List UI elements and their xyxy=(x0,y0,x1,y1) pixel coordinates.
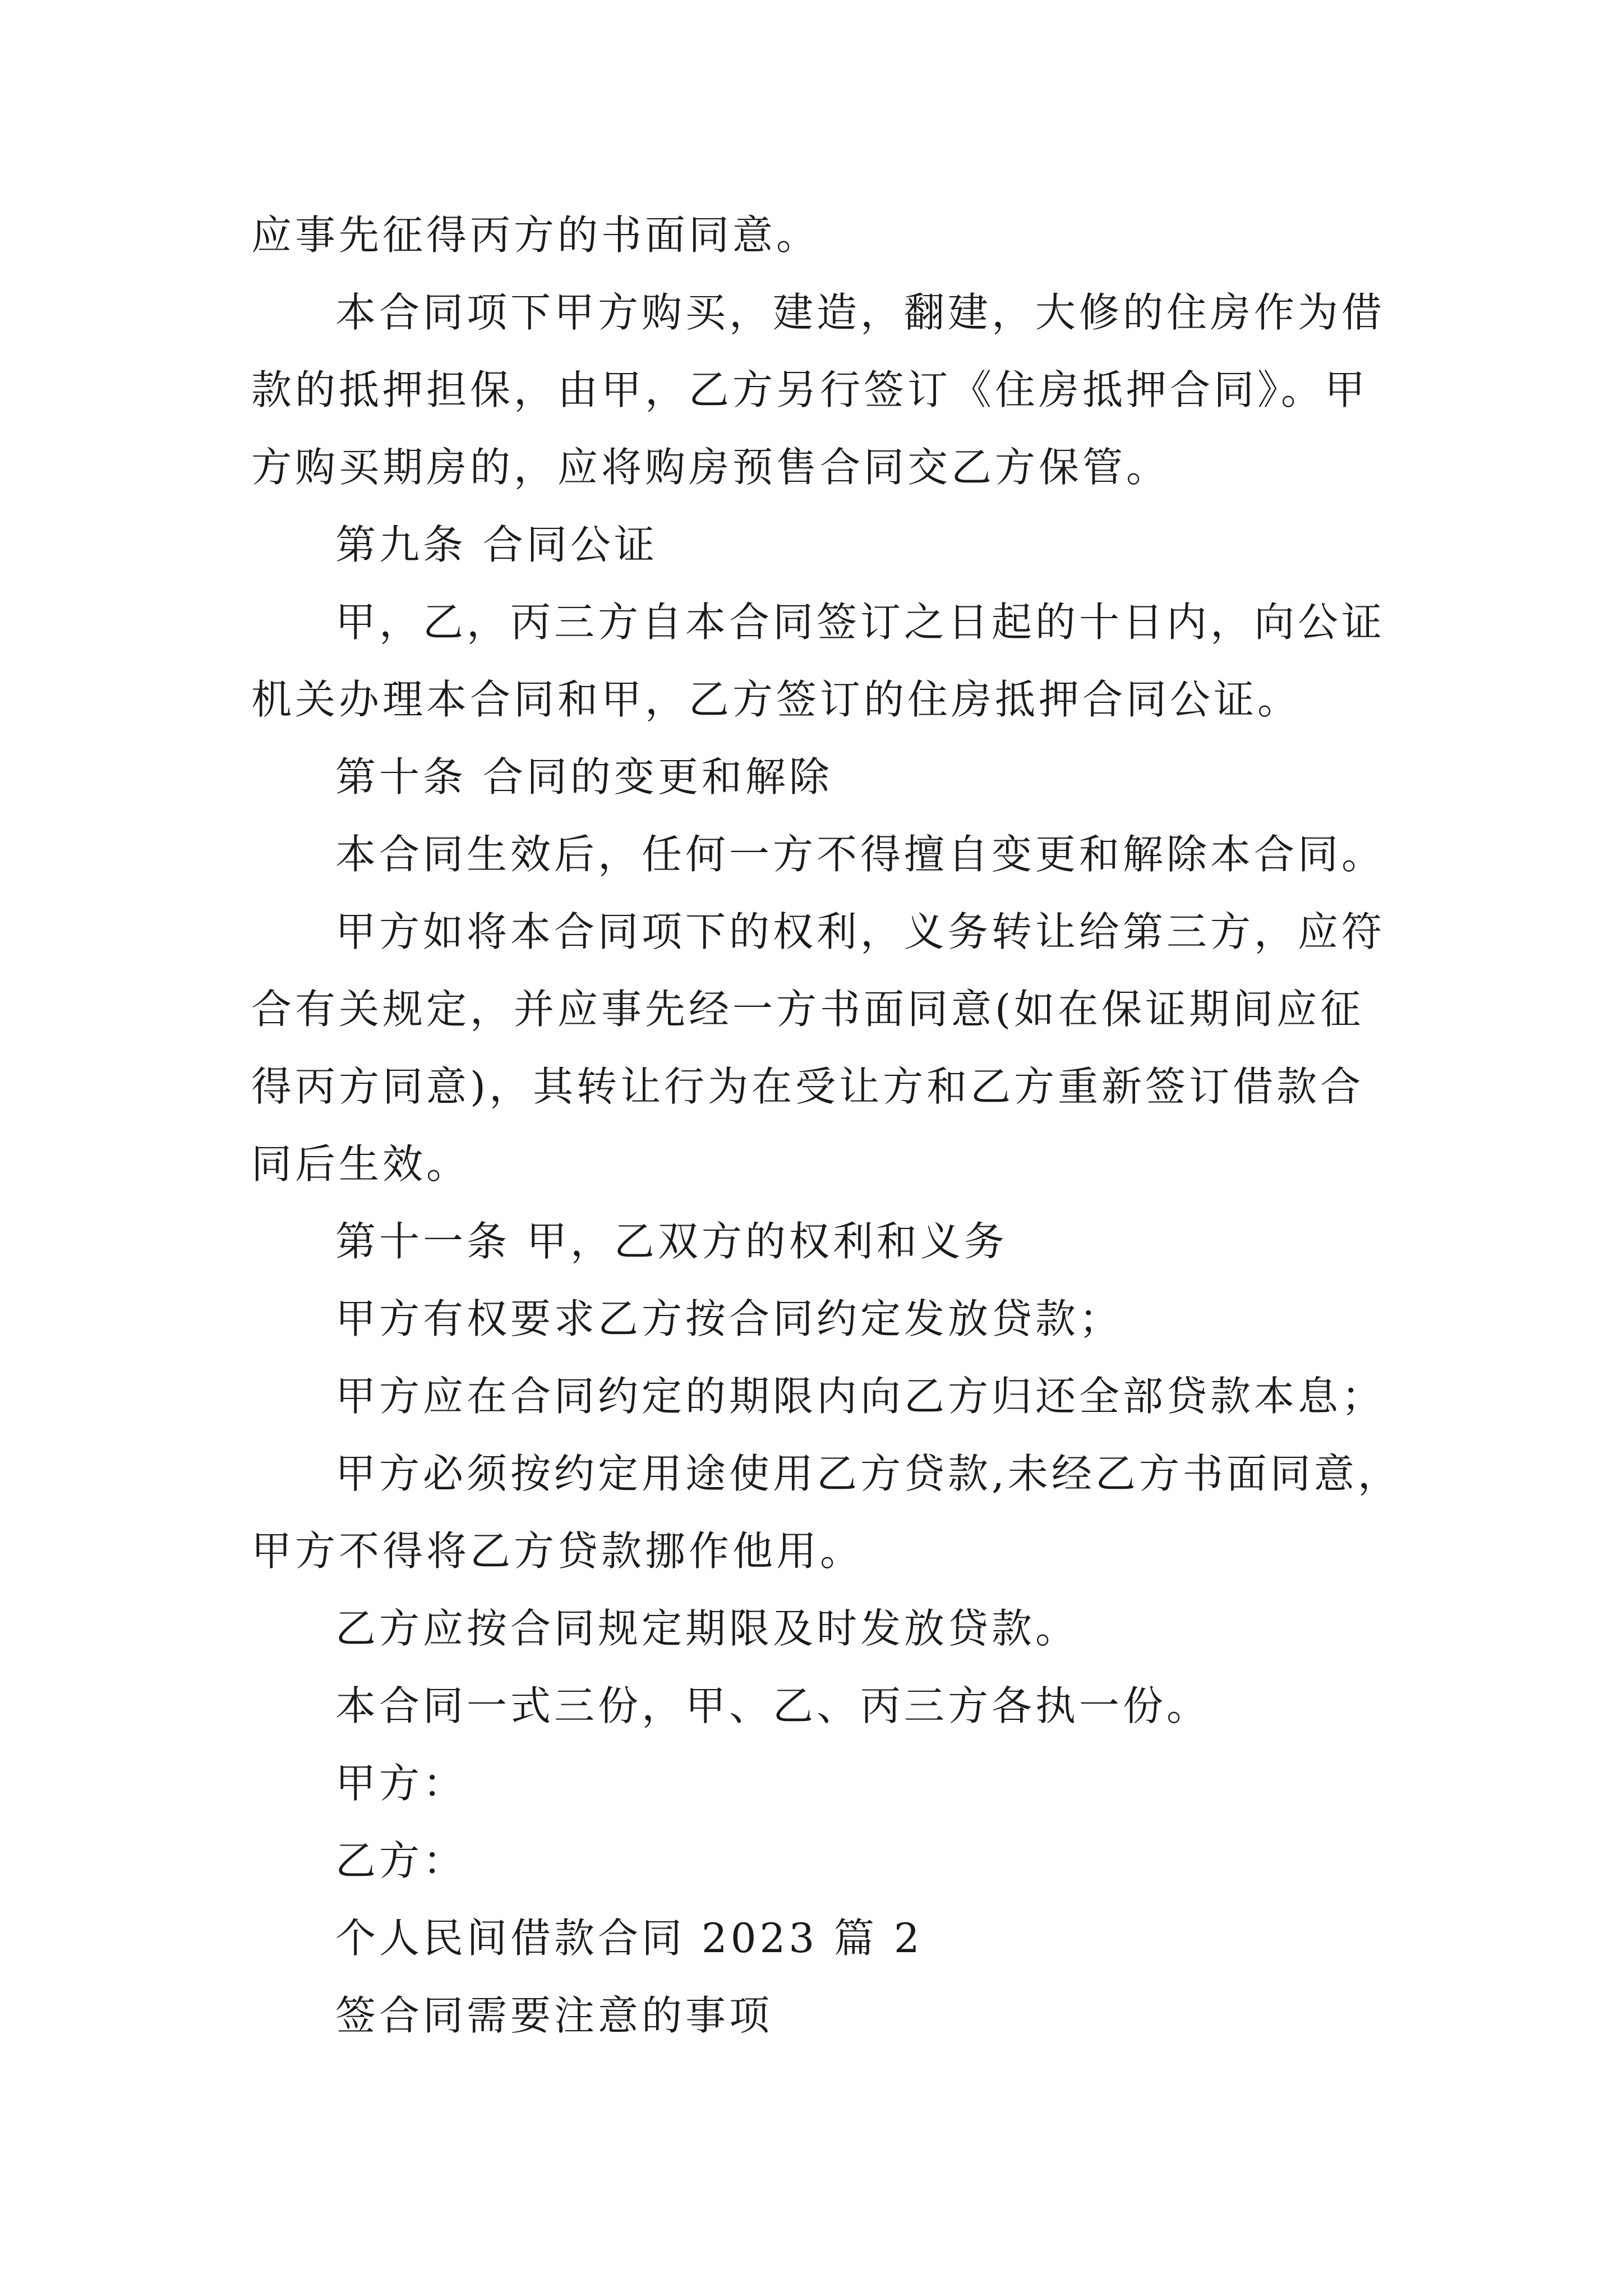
text-line: 本合同生效后，任何一方不得擅自变更和解除本合同。 xyxy=(335,831,1386,878)
document-title-part-2: 个人民间借款合同 2023 篇 2 xyxy=(335,1915,923,1962)
text-line: 机关办理本合同和甲，乙方签订的住房抵押合同公证。 xyxy=(251,676,1302,723)
text-line: 得丙方同意)，其转让行为在受让方和乙方重新签订借款合 xyxy=(251,1063,1364,1110)
section-heading: 第十一条 甲，乙双方的权利和义务 xyxy=(335,1218,1008,1265)
section-heading: 第十条 合同的变更和解除 xyxy=(335,753,833,800)
section-heading: 第九条 合同公证 xyxy=(335,521,658,568)
signature-party-a: 甲方： xyxy=(335,1760,467,1807)
text-line: 本合同项下甲方购买，建造，翻建，大修的住房作为借 xyxy=(335,289,1386,336)
text-line: 甲方不得将乙方贷款挪作他用。 xyxy=(251,1527,864,1575)
text-line: 甲方如将本合同项下的权利，义务转让给第三方，应符 xyxy=(335,908,1386,955)
document-body xyxy=(251,196,1401,2054)
text-line: 同后生效。 xyxy=(251,1140,471,1188)
text-line: 甲方必须按约定用途使用乙方贷款,未经乙方书面同意， xyxy=(335,1450,1401,1497)
text-line: 甲方应在合同约定的期限内向乙方归还全部贷款本息； xyxy=(335,1373,1386,1420)
text-line: 乙方应按合同规定期限及时发放贷款。 xyxy=(335,1605,1080,1652)
section-heading: 签合同需要注意的事项 xyxy=(335,1992,773,2039)
text-line: 本合同一式三份，甲、乙、丙三方各执一份。 xyxy=(335,1682,1211,1729)
text-line: 甲方有权要求乙方按合同约定发放贷款； xyxy=(335,1295,1123,1342)
text-line: 合有关规定，并应事先经一方书面同意(如在保证期间应征 xyxy=(251,986,1364,1033)
text-line: 应事先征得丙方的书面同意。 xyxy=(251,211,820,259)
text-line: 方购买期房的，应将购房预售合同交乙方保管。 xyxy=(251,444,1170,491)
text-line: 款的抵押担保，由甲，乙方另行签订《住房抵押合同》。甲 xyxy=(251,366,1369,413)
text-line: 甲，乙，丙三方自本合同签订之日起的十日内，向公证 xyxy=(335,599,1386,646)
signature-party-b: 乙方： xyxy=(335,1837,467,1884)
